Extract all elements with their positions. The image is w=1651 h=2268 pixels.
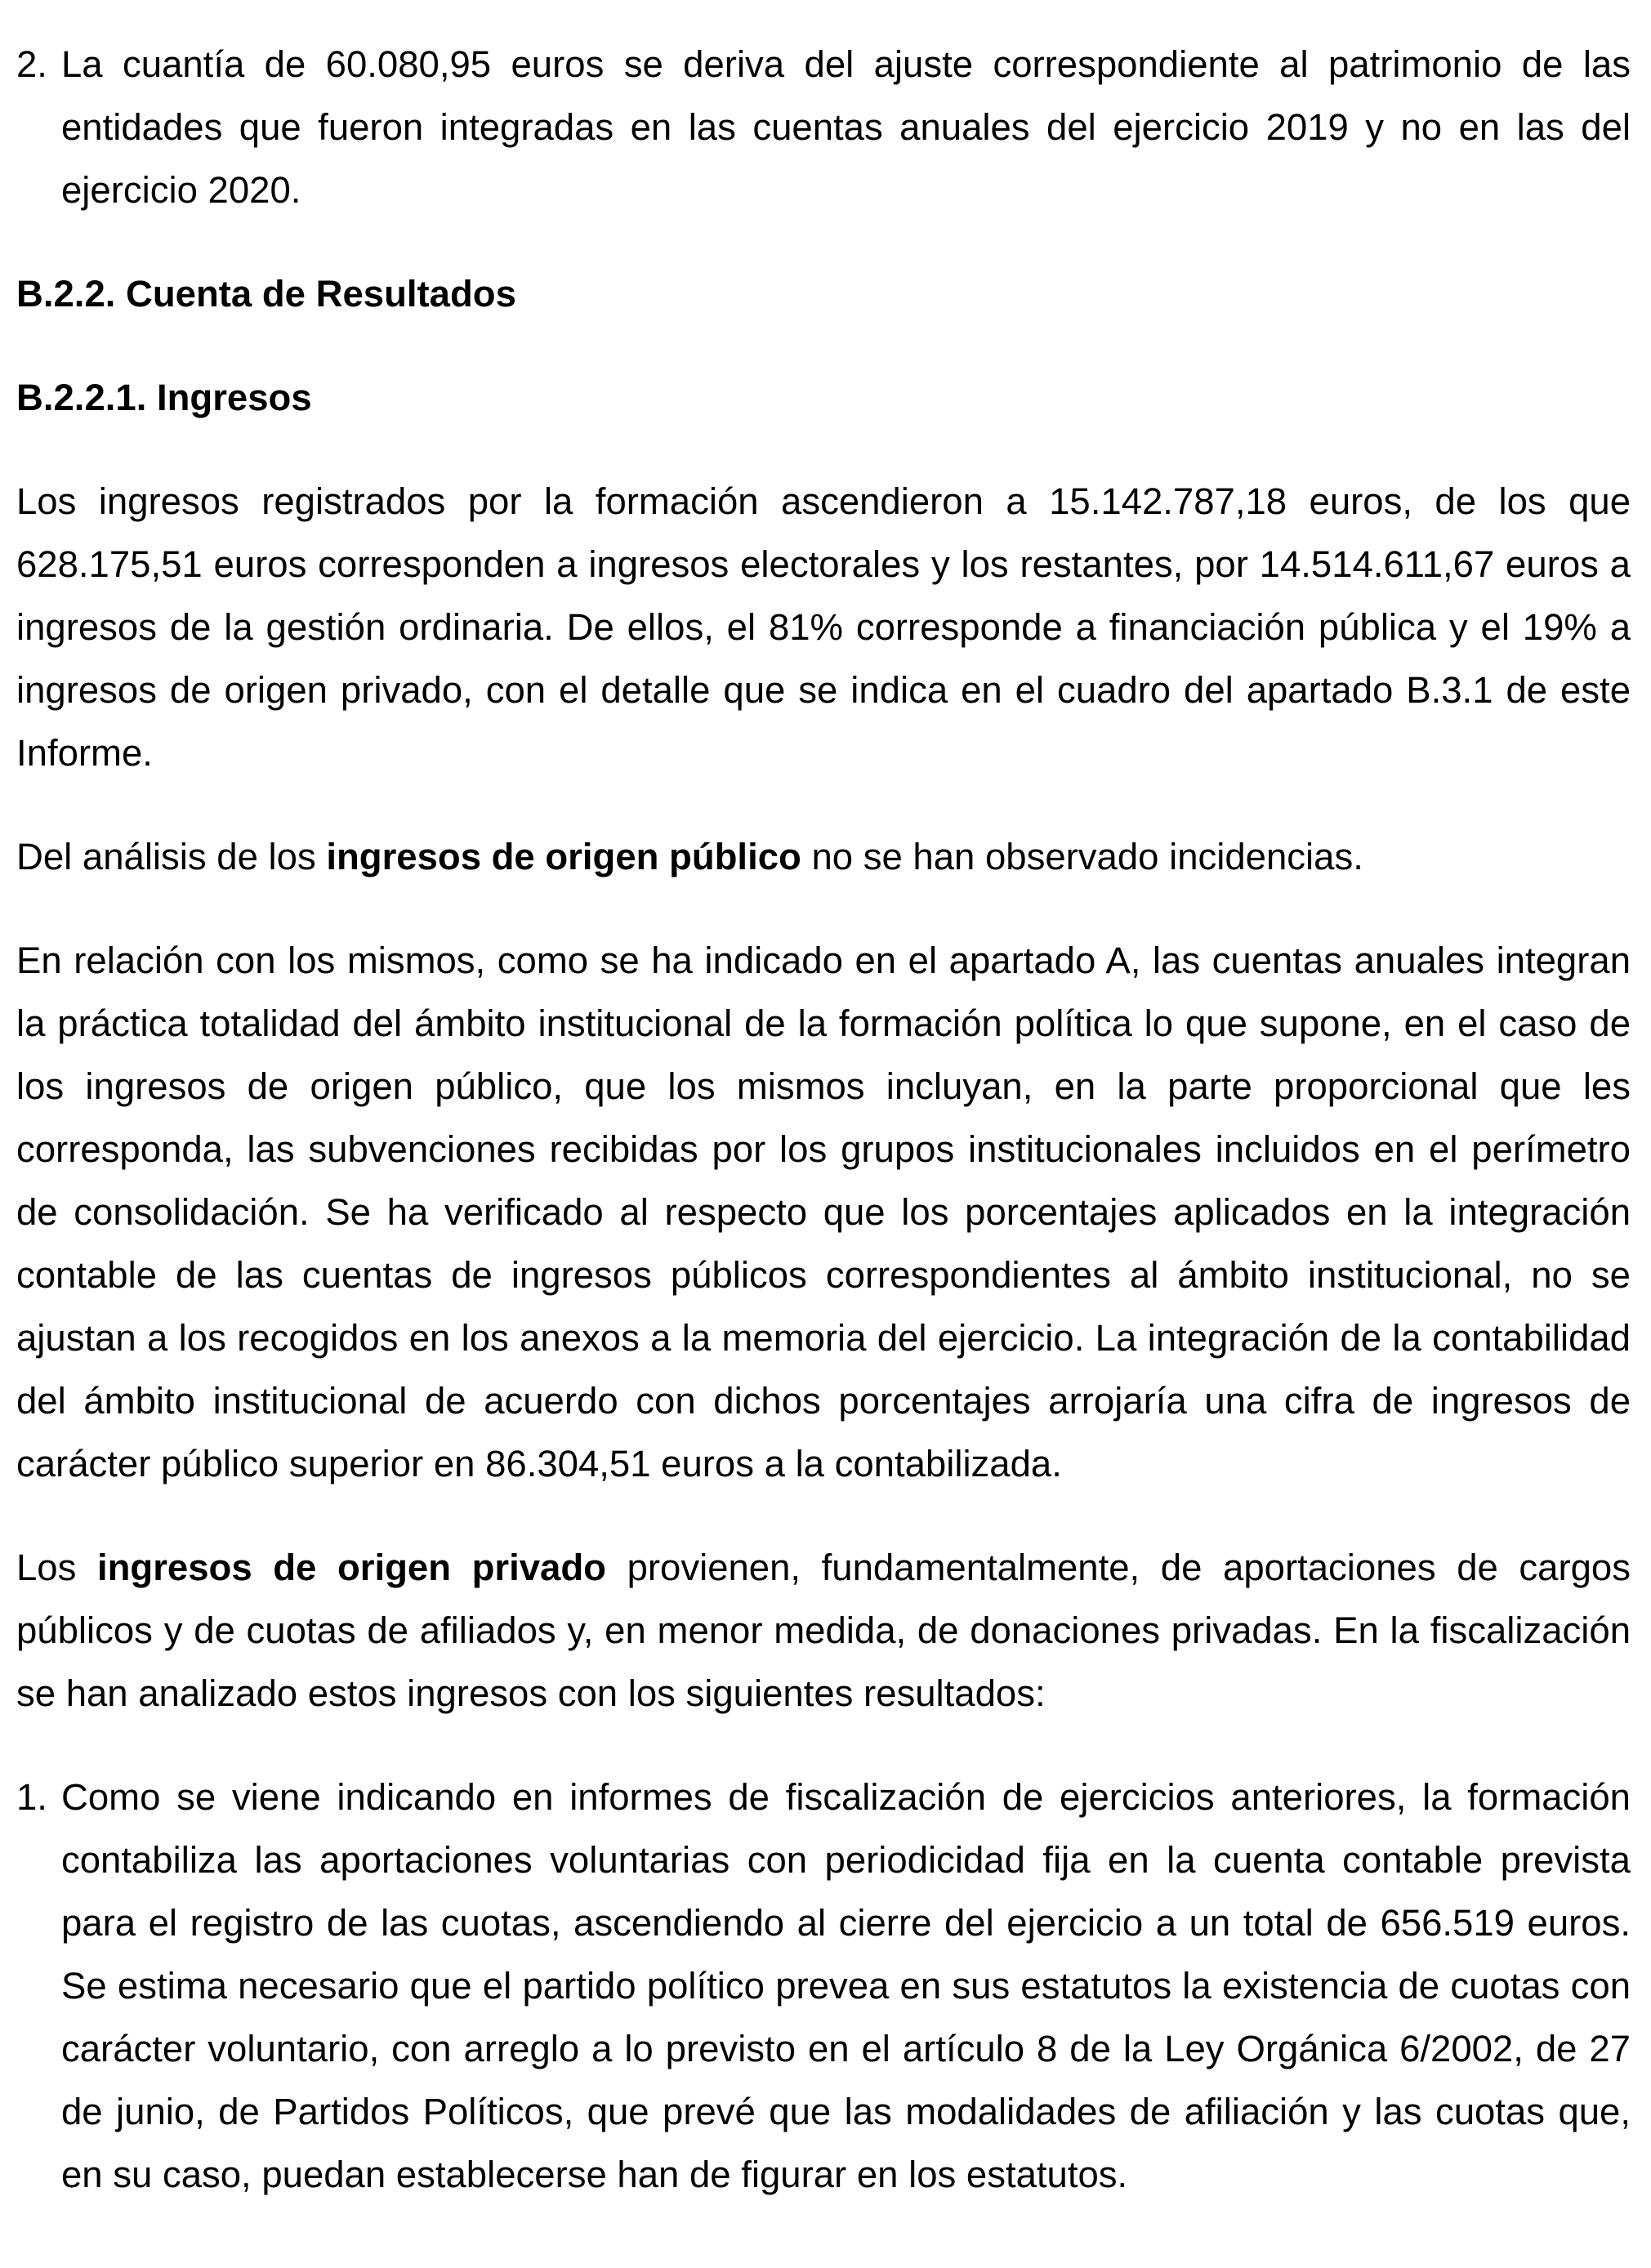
list-item-cuotas-text: Como se viene indicando en informes de fiscalización de ejercicios anteriores, la formación contabiliza las aportaciones voluntarias con periodicidad fija en la cuenta contable prevista para el registro de las cuotas, ascendiendo al cierre del ejercicio a un total de 656.519 euros. Se estima necesario que el partido político prevea en sus estatutos la existencia de cuotas con carácter voluntario, con arreglo a lo previsto en el artículo 8 de la Ley Orgánica 6/2002, de 27 de junio, de Partidos Políticos, que prevé que las modalidades de afiliación y las cuotas que, en su caso, puedan establecerse han de figurar en los estatutos. bbox=[61, 1776, 1631, 2195]
para-ingresos-privados-bold-phrase: ingresos de origen privado bbox=[96, 1547, 606, 1588]
para-ingresos-publicos-post: no se han observado incidencias. bbox=[801, 836, 1363, 877]
para-ingresos-privados-pre: Los bbox=[16, 1547, 97, 1588]
para-ingresos-totales: Los ingresos registrados por la formación ascendieron a 15.142.787,18 euros, de los que 628.175,51 euros corresponden a ingresos electorales y los restantes, por 14.514.611,67 euros a ingresos de la gestión ordinaria. De ellos, el 81% corresponde a financiación pública y el 19% a ingresos de origen privado, con el detalle que se indica en el cuadro del apartado B.3.1 de este Informe. bbox=[16, 480, 1631, 774]
list-item-cuotas bbox=[16, 1766, 1631, 2206]
heading-cuenta-de-resultados: B.2.2. Cuenta de Resultados bbox=[16, 273, 516, 315]
list-item-patrimonio-marker: 2. bbox=[16, 43, 47, 85]
para-ambito-institucional: En relación con los mismos, como se ha indicado en el apartado A, las cuentas anuales integran la práctica totalidad del ámbito institucional de la formación política lo que supone, en el caso de los ingresos de origen público, que los mismos incluyan, en la parte proporcional que les corresponda, las subvenciones recibidas por los grupos institucionales incluidos en el perímetro de consolidación. Se ha verificado al respecto que los porcentajes aplicados en la integración contable de las cuentas de ingresos públicos correspondientes al ámbito institucional, no se ajustan a los recogidos en los anexos a la memoria del ejercicio. La integración de la contabilidad del ámbito institucional de acuerdo con dichos porcentajes arrojaría una cifra de ingresos de carácter público superior en 86.304,51 euros a la contabilizada. bbox=[16, 940, 1631, 1484]
list-item-patrimonio-text: La cuantía de 60.080,95 euros se deriva del ajuste correspondiente al patrimonio de las entidades que fueron integradas en las cuentas anuales del ejercicio 2019 y no en las del ejercicio 2020. bbox=[61, 43, 1631, 211]
para-ingresos-publicos-pre: Del análisis de los bbox=[16, 836, 327, 877]
list-item-cuotas-marker: 1. bbox=[16, 1776, 47, 1818]
para-ingresos-publicos-bold-phrase: ingresos de origen público bbox=[326, 836, 801, 877]
list-item-patrimonio bbox=[16, 33, 1631, 221]
report-page bbox=[16, 33, 1631, 2268]
para-ingresos-publicos bbox=[16, 825, 1631, 888]
para-ingresos-privados-post: provienen, fundamentalmente, de aportaciones de cargos públicos y de cuotas de afiliados y, en menor medida, de donaciones privadas. En la fiscalización se han analizado estos ingresos con los siguientes resultados: bbox=[16, 1547, 1631, 1714]
heading-ingresos: B.2.2.1. Ingresos bbox=[16, 377, 312, 418]
para-ingresos-privados bbox=[16, 1536, 1631, 1725]
